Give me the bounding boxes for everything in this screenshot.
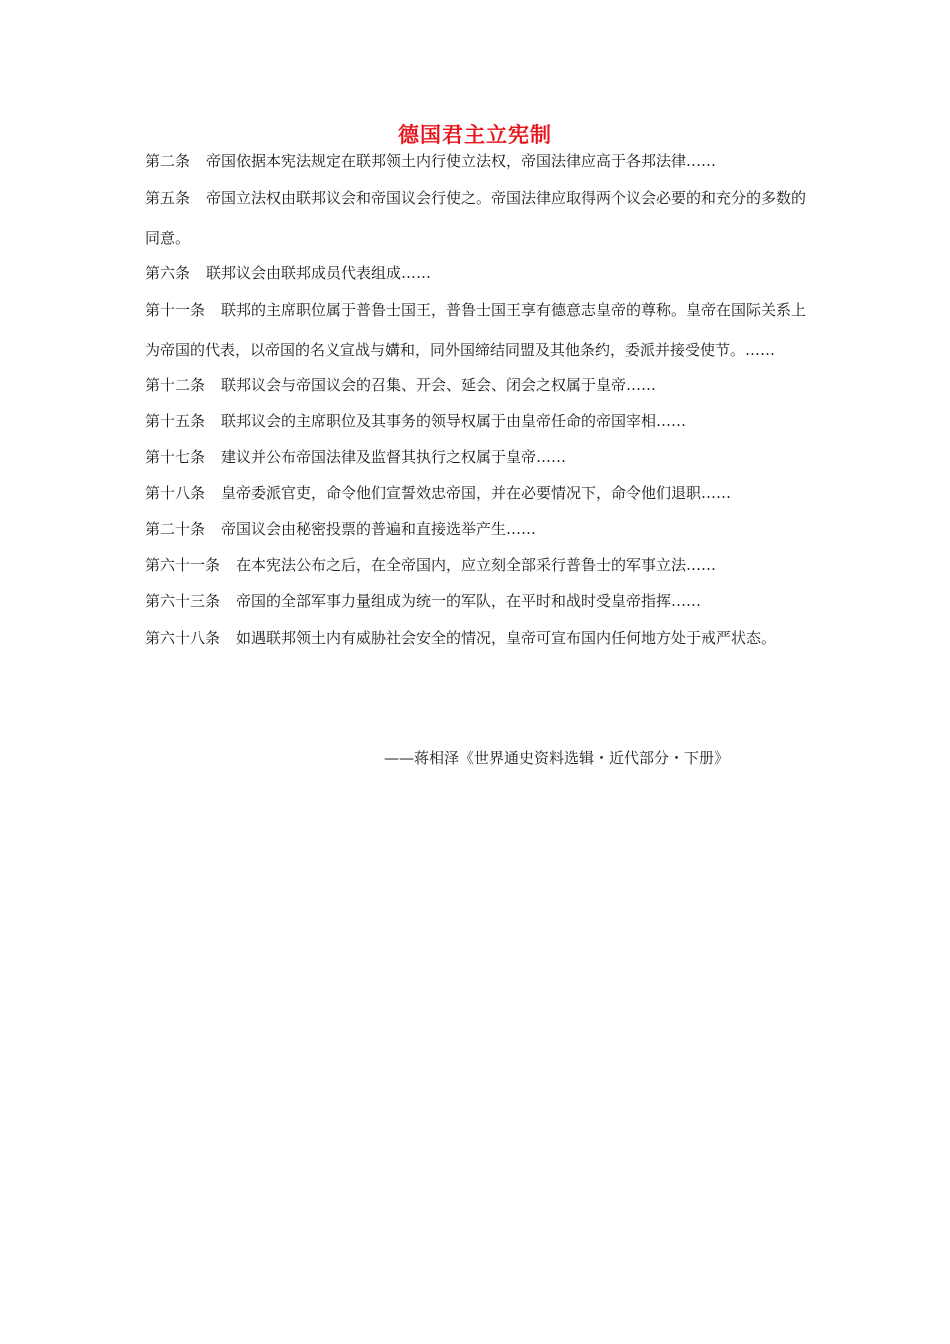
article-label: 第十二条	[145, 376, 206, 394]
article-2	[145, 148, 810, 174]
article-text: 联邦议会的主席职位及其事务的领导权属于由皇帝任命的帝国宰相……	[221, 412, 687, 430]
article-text: 帝国的全部军事力量组成为统一的军队，在平时和战时受皇帝指挥……	[236, 592, 702, 610]
article-label: 第六十一条	[145, 556, 221, 574]
article-text: 联邦议会由联邦成员代表组成……	[206, 264, 432, 282]
article-label: 第十八条	[145, 484, 206, 502]
article-label: 第六十三条	[145, 592, 221, 610]
article-17	[145, 444, 810, 470]
article-label: 第六十八条	[145, 629, 221, 647]
article-label: 第十七条	[145, 448, 206, 466]
article-text: 帝国依据本宪法规定在联邦领土内行使立法权，帝国法律应高于各邦法律……	[206, 152, 717, 170]
article-text: 如遇联邦领土内有威胁社会安全的情况，皇帝可宣布国内任何地方处于戒严状态。	[236, 629, 777, 647]
article-6	[145, 260, 810, 286]
article-text: 在本宪法公布之后，在全帝国内，应立刻全部采行普鲁士的军事立法……	[236, 556, 717, 574]
article-68	[145, 618, 810, 658]
article-label: 第十一条	[145, 301, 206, 319]
article-label: 第六条	[145, 264, 191, 282]
article-11	[145, 290, 810, 370]
article-12	[145, 372, 810, 398]
article-20	[145, 516, 810, 542]
article-label: 第十五条	[145, 412, 206, 430]
article-15	[145, 408, 810, 434]
article-text: 联邦的主席职位属于普鲁士国王，普鲁士国王享有德意志皇帝的尊称。皇帝在国际关系上为帝国的代表，以帝国的名义宣战与媾和，同外国缔结同盟及其他条约，委派并接受使节。……	[145, 301, 807, 359]
article-18	[145, 480, 810, 506]
article-label: 第五条	[145, 189, 191, 207]
article-text: 建议并公布帝国法律及监督其执行之权属于皇帝……	[221, 448, 567, 466]
article-label: 第二十条	[145, 520, 206, 538]
article-label: 第二条	[145, 152, 191, 170]
article-text: 皇帝委派官吏，命令他们宣誓效忠帝国，并在必要情况下，命令他们退职……	[221, 484, 732, 502]
article-text: 帝国议会由秘密投票的普遍和直接选举产生……	[221, 520, 537, 538]
article-61	[145, 552, 810, 578]
article-text: 联邦议会与帝国议会的召集、开会、延会、闭会之权属于皇帝……	[221, 376, 657, 394]
document-title: 德国君主立宪制	[398, 122, 552, 147]
article-text: 帝国立法权由联邦议会和帝国议会行使之。帝国法律应取得两个议会必要的和充分的多数的同意。	[145, 189, 807, 247]
source-citation: ——蒋相泽《世界通史资料选辑・近代部分・下册》	[384, 749, 730, 767]
article-5	[145, 178, 810, 258]
articles-list	[145, 148, 810, 660]
article-63	[145, 588, 810, 614]
